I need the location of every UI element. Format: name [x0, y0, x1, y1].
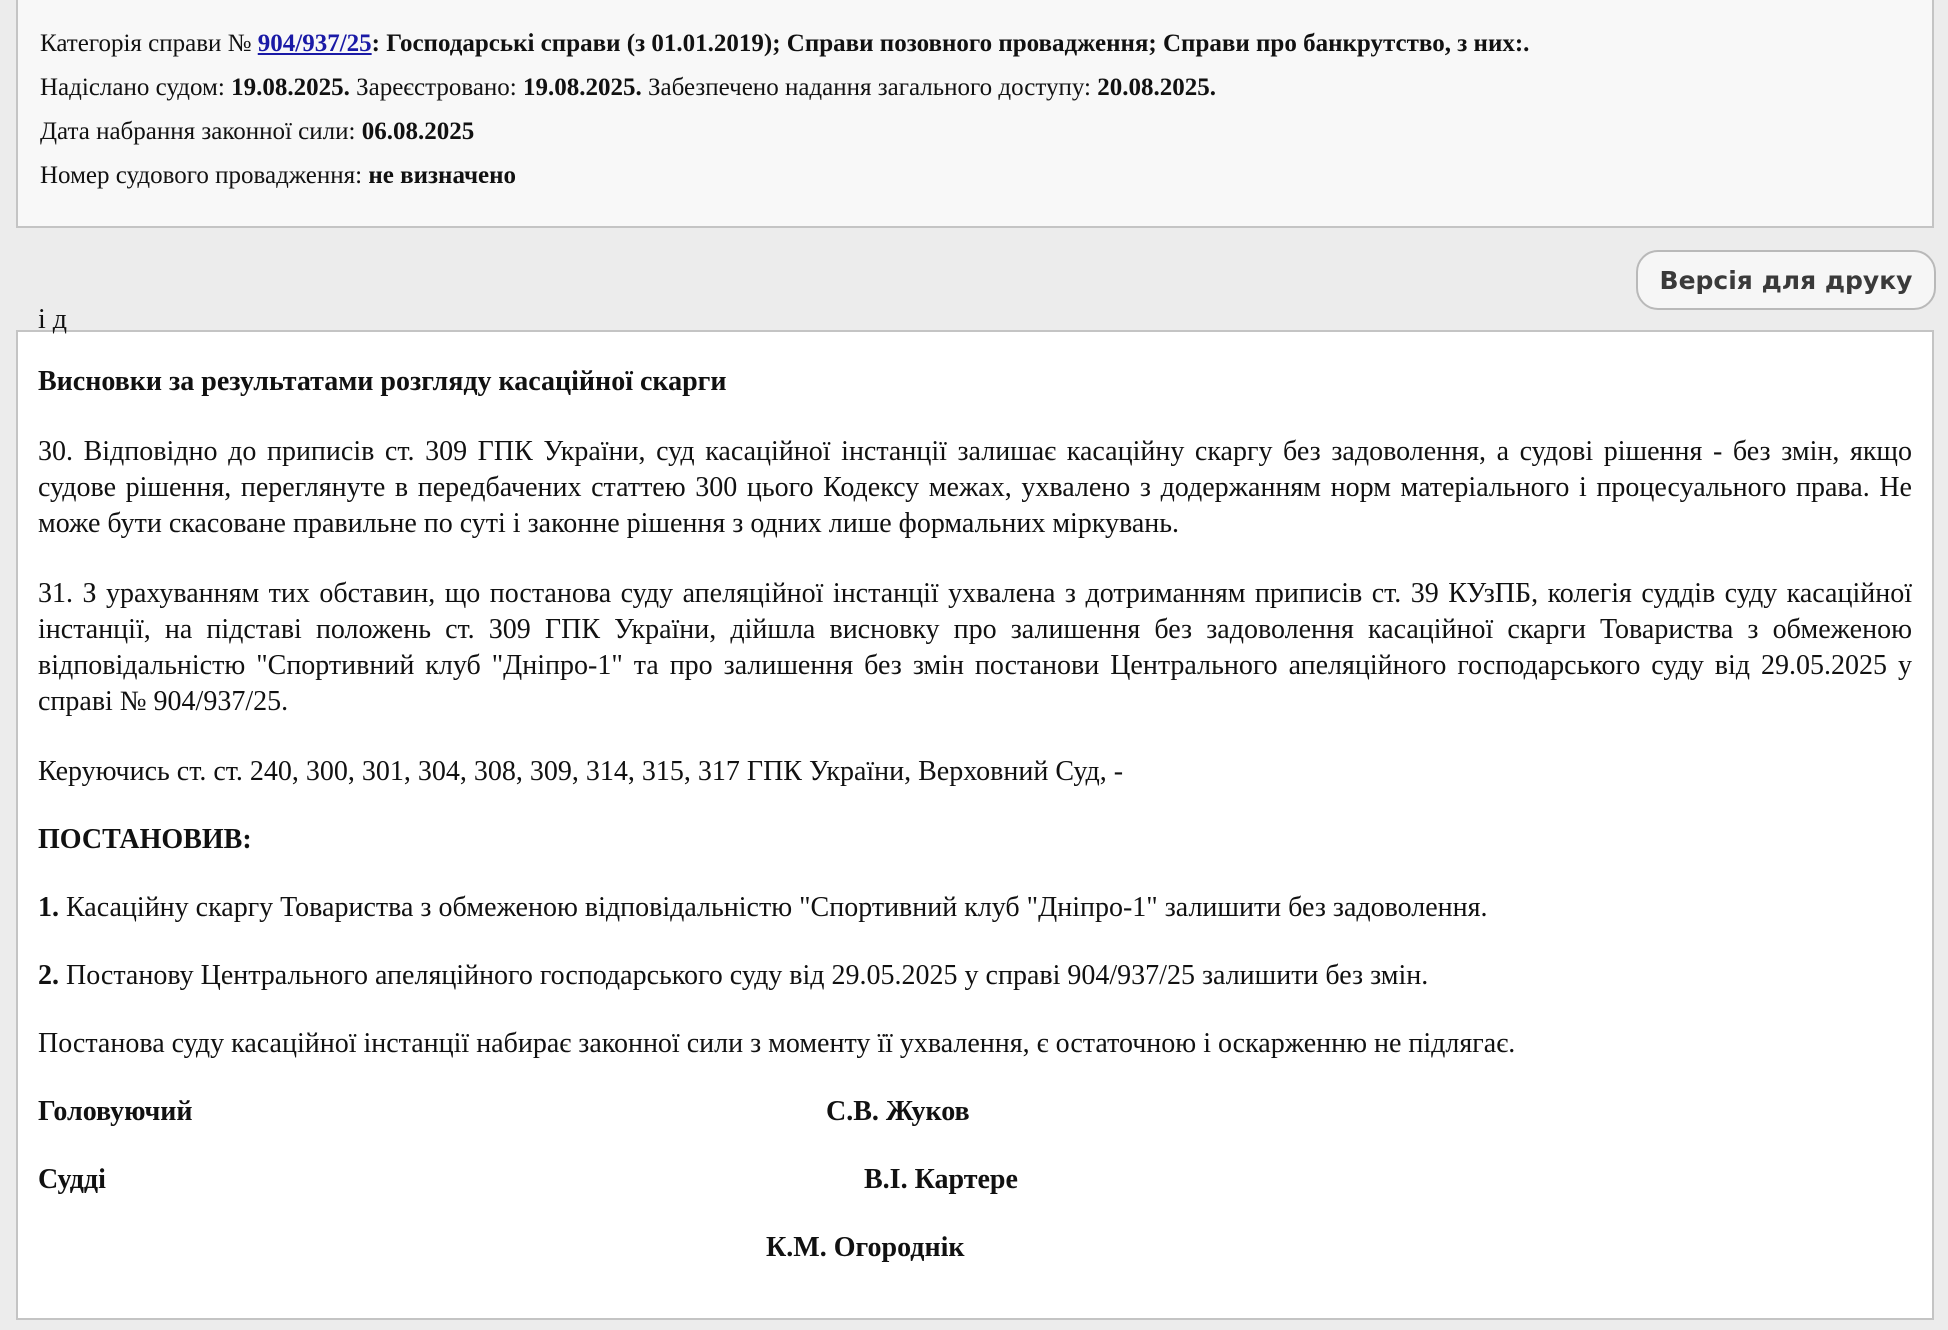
paragraph-30: 30. Відповідно до приписів ст. 309 ГПК України, суд касаційної інстанції залишає касаційну скаргу без задоволення, а судові рішення - без змін, якщо судове рішення, переглянуте в передбачених статтею 300 цього Кодексу межах, ухвалено з додержанням норм матеріального і процесуального права. Не може бути скасоване правильне по суті і законне рішення з одних лише формальних міркувань. — [38, 436, 1912, 539]
judge-2-name: К.М. Огороднік — [766, 1232, 965, 1263]
document-content[interactable] — [16, 304, 1934, 1320]
item-2-number: 2. — [38, 960, 59, 991]
resolution-item-2 — [38, 958, 1912, 994]
item-1-text: Касаційну скаргу Товариства з обмеженою відповідальністю "Спортивний клуб "Дніпро-1" залишити без задоволення. — [59, 892, 1488, 923]
proceeding-value: не визначено — [368, 162, 517, 189]
registered-date: 19.08.2025. — [523, 74, 642, 101]
final-paragraph: Постанова суду касаційної інстанції набирає законної сили з моменту її ухвалення, є остаточною і оскарженню не підлягає. — [38, 1028, 1516, 1059]
presiding-label: Головуючий — [38, 1096, 193, 1127]
case-category-line — [40, 22, 1910, 66]
judges-label: Судді — [38, 1164, 106, 1195]
effective-date: 06.08.2025 — [361, 118, 475, 145]
resolved-heading: ПОСТАНОВИВ: — [38, 824, 252, 855]
resolution-item-1 — [38, 890, 1912, 926]
paragraph-31: 31. З урахуванням тих обставин, що постанова суду апеляційної інстанції ухвалена з дотриманням приписів ст. 39 КУзПБ, колегія суддів суду касаційної інстанції, на підставі положень ст. 309 ГПК України, дійшла висновку про залишення без задоволення касаційної скарги Товариства з обмеженою відповідальністю "Спортивний клуб "Дніпро-1" та про залишення без змін постанови Центрального апеляційного господарського суду від 29.05.2025 у справі № 904/937/25. — [38, 578, 1912, 717]
effective-date-line — [40, 110, 1910, 154]
case-category-label: Категорія справи № — [40, 30, 258, 57]
proceeding-label: Номер судового провадження: — [40, 162, 369, 189]
print-version-button[interactable]: Версія для друку — [1636, 250, 1936, 310]
effective-label: Дата набрання законної сили: — [40, 118, 362, 145]
item-1-number: 1. — [38, 892, 59, 923]
access-date: 20.08.2025. — [1097, 74, 1216, 101]
sent-date: 19.08.2025. — [231, 74, 350, 101]
item-2-text: Постанову Центрального апеляційного господарського суду від 29.05.2025 у справі 904/937/25 залишити без змін. — [59, 960, 1429, 991]
conclusions-heading: Висновки за результатами розгляду касаційної скарги — [38, 366, 727, 397]
case-number-link[interactable]: 904/937/25 — [257, 30, 372, 57]
case-info-panel — [16, 0, 1934, 228]
sent-label: Надіслано судом: — [40, 74, 232, 101]
registered-label: Зареєстровано: — [349, 74, 523, 101]
clipped-text: і д — [38, 304, 68, 335]
case-category-value: : Господарські справи (з 01.01.2019); Справи позовного провадження; Справи про банкрутство, з них:. — [371, 30, 1530, 57]
access-label: Забезпечено надання загального доступу: — [641, 74, 1098, 101]
case-dates-line — [40, 66, 1910, 110]
proceeding-number-line — [40, 154, 1910, 198]
judge-1-name: В.І. Картере — [864, 1164, 1018, 1195]
presiding-judge-name: С.В. Жуков — [826, 1096, 970, 1127]
guided-by-paragraph: Керуючись ст. ст. 240, 300, 301, 304, 308, 309, 314, 315, 317 ГПК України, Верховний Суд, - — [38, 756, 1124, 787]
